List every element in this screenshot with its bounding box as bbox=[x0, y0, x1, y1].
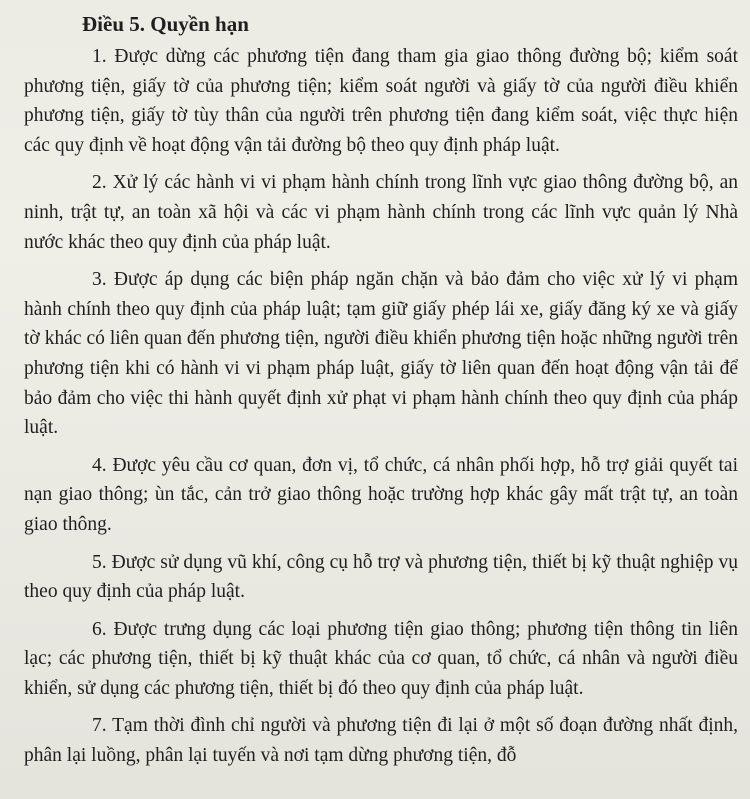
article-heading: Điều 5. Quyền hạn bbox=[82, 12, 249, 36]
paragraph-7: 7. Tạm thời đình chỉ người và phương tiện đi lại ở một số đoạn đường nhất định, phân lại luồng, phân lại tuyến và nơi tạm dừng phương tiện, đỗ bbox=[24, 715, 738, 767]
paragraph-5: 5. Được sử dụng vũ khí, công cụ hỗ trợ và phương tiện, thiết bị kỹ thuật nghiệp vụ theo quy định của pháp luật. bbox=[24, 551, 738, 603]
paragraph-1: 1. Được dừng các phương tiện đang tham gia giao thông đường bộ; kiểm soát phương tiện, giấy tờ của phương tiện; kiểm soát người và giấy tờ của người điều khiển phương tiện, giấy tờ tùy thân của người trên phương tiện đang kiểm soát, việc thực hiện các quy định về hoạt động vận tải đường bộ theo quy định pháp luật. bbox=[24, 46, 738, 156]
paragraph-4: 4. Được yêu cầu cơ quan, đơn vị, tổ chức, cá nhân phối hợp, hỗ trợ giải quyết tai nạn giao thông; ùn tắc, cản trở giao thông hoặc trường hợp khác gây mất trật tự, an toàn giao thông. bbox=[24, 454, 738, 535]
paragraph-6: 6. Được trưng dụng các loại phương tiện giao thông; phương tiện thông tin liên lạc; các phương tiện, thiết bị kỹ thuật khác của cơ quan, tổ chức, cá nhân và người điều khiển, sử dụng các phương tiện, thiết bị đó theo quy định của pháp luật. bbox=[24, 618, 738, 699]
paragraph-2: 2. Xử lý các hành vi vi phạm hành chính trong lĩnh vực giao thông đường bộ, an ninh, trật tự, an toàn xã hội và các vi phạm hành chính trong các lĩnh vực quản lý Nhà nước khác theo quy định của pháp luật. bbox=[24, 172, 738, 253]
paragraph-3: 3. Được áp dụng các biện pháp ngăn chặn và bảo đảm cho việc xử lý vi phạm hành chính theo quy định của pháp luật; tạm giữ giấy phép lái xe, giấy đăng ký xe và giấy tờ khác có liên quan đến phương tiện, người điều khiển phương tiện hoặc những người trên phương tiện khi có hành vi vi phạm pháp luật, giấy tờ liên quan đến hoạt động vận tải để bảo đảm cho việc thi hành quyết định xử phạt vi phạm hành chính theo quy định của pháp luật. bbox=[24, 269, 738, 439]
